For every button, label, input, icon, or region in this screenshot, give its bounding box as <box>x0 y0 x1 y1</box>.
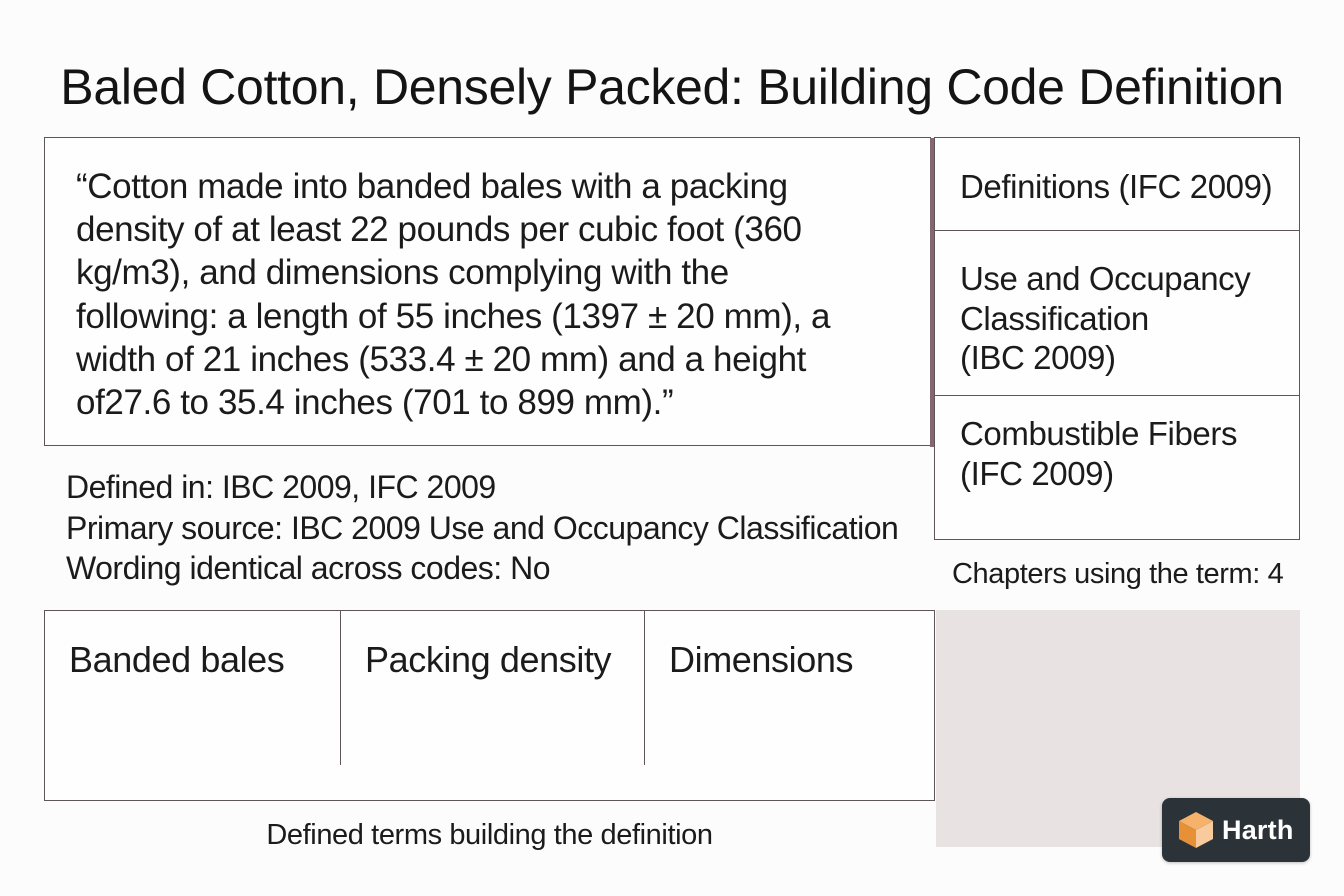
chapter-item-label: (IFC 2009) <box>960 454 1114 492</box>
definition-quote-line: following: a length of 55 inches (1397 ± 20 mm), a <box>76 296 831 336</box>
term-divider <box>644 611 645 765</box>
chapter-divider <box>935 395 1299 396</box>
terms-caption: Defined terms building the definition <box>266 819 713 851</box>
chapters-list <box>934 137 1300 540</box>
defined-in-text: Defined in: IBC 2009, IFC 2009 <box>66 469 496 505</box>
chapters-count: Chapters using the term: 4 <box>952 558 1284 590</box>
term-dimensions: Dimensions <box>669 639 854 680</box>
chapter-item-label: Classification <box>960 299 1149 337</box>
wording-identical-text: Wording identical across codes: No <box>66 550 550 586</box>
defined-terms-box <box>44 610 935 801</box>
chapter-item-label: Use and Occupancy <box>960 260 1251 297</box>
chapter-item-combustible-fibers <box>935 414 1299 493</box>
definition-metadata <box>66 467 898 589</box>
term-packing-density: Packing density <box>365 639 612 680</box>
chapter-item-label: Combustible Fibers <box>960 415 1238 452</box>
logo-text: Harth <box>1222 815 1294 845</box>
definition-quote-line: density of at least 22 pounds per cubic foot (360 <box>76 210 802 250</box>
definition-quote-line: “Cotton made into banded bales with a packing <box>76 167 788 206</box>
term-banded-bales: Banded bales <box>69 639 285 680</box>
definition-quote-line: kg/m3), and dimensions complying with the <box>76 253 729 293</box>
chapter-divider <box>935 230 1299 231</box>
chapter-item-definitions <box>935 167 1299 207</box>
harth-logo <box>1162 798 1310 862</box>
definition-quote-line: of27.6 to 35.4 inches (701 to 899 mm).” <box>76 383 674 423</box>
cube-icon <box>1176 810 1216 850</box>
primary-source-text: Primary source: IBC 2009 Use and Occupancy Classification <box>66 509 899 546</box>
page-title: Baled Cotton, Densely Packed: Building Code Definition <box>60 59 1284 115</box>
definition-quote-line: width of 21 inches (533.4 ± 20 mm) and a height <box>76 339 807 379</box>
term-divider <box>340 611 341 765</box>
definition-quote <box>76 165 906 424</box>
chapter-item-use-and-occupancy <box>935 259 1299 378</box>
definition-quote-box <box>44 137 931 446</box>
chapter-item-label: (IBC 2009) <box>960 339 1116 376</box>
chapter-item-label: Definitions (IFC 2009) <box>960 168 1273 205</box>
